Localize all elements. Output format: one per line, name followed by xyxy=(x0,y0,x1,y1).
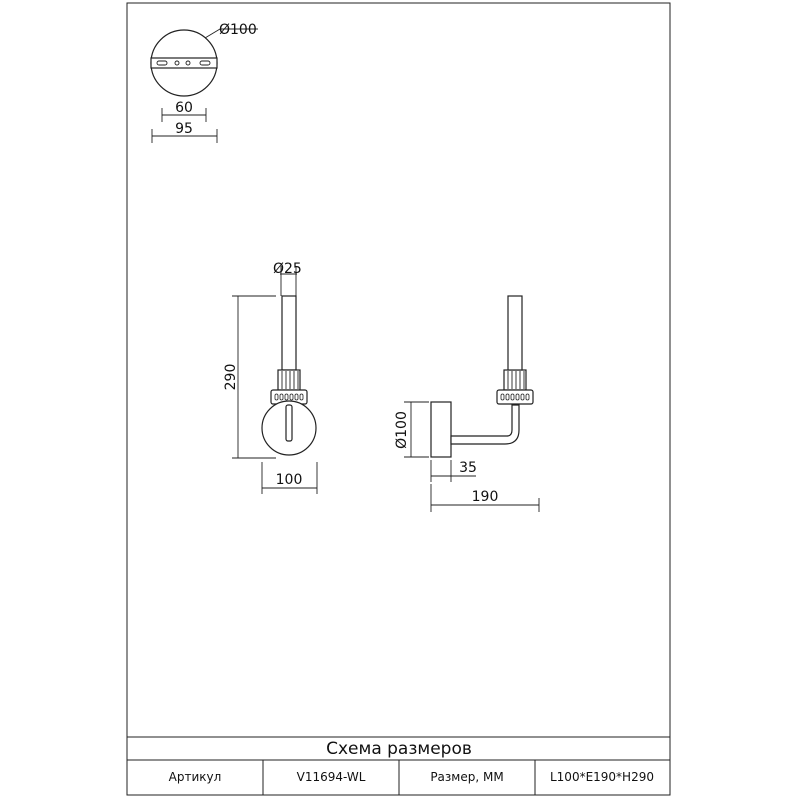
side-view xyxy=(394,296,539,512)
front-tube-label: Ø25 xyxy=(273,261,302,277)
tube-holder xyxy=(278,370,300,390)
plan-inner-label: 60 xyxy=(175,100,193,116)
plan-view xyxy=(151,22,258,143)
side-glass-tube xyxy=(508,296,522,370)
side-offset-label: 35 xyxy=(459,460,477,476)
side-tube-holder xyxy=(504,370,526,390)
front-view xyxy=(223,261,317,494)
side-plate-label: Ø100 xyxy=(394,411,410,449)
front-width-label: 100 xyxy=(275,472,303,488)
side-depth-label: 190 xyxy=(471,489,499,505)
side-crown-ring xyxy=(497,390,533,404)
specification-table xyxy=(127,737,670,795)
inner-stem xyxy=(286,405,292,441)
size-value: L100*E190*H290 xyxy=(549,770,655,784)
drawing-frame xyxy=(127,3,670,795)
diameter-leader xyxy=(205,29,220,38)
l-shaped-arm xyxy=(451,405,519,444)
glass-tube xyxy=(282,296,296,370)
article-label: Артикул xyxy=(168,770,222,784)
table-title: Схема размеров xyxy=(326,739,472,759)
front-height-label: 290 xyxy=(223,363,239,391)
size-label: Размер, ММ xyxy=(430,770,504,784)
plan-outer-label: 95 xyxy=(175,121,193,137)
article-value: V11694-WL xyxy=(296,770,366,784)
mounting-bracket xyxy=(151,58,217,68)
wall-plate xyxy=(431,402,451,457)
plan-diameter-label: Ø100 xyxy=(219,22,257,38)
